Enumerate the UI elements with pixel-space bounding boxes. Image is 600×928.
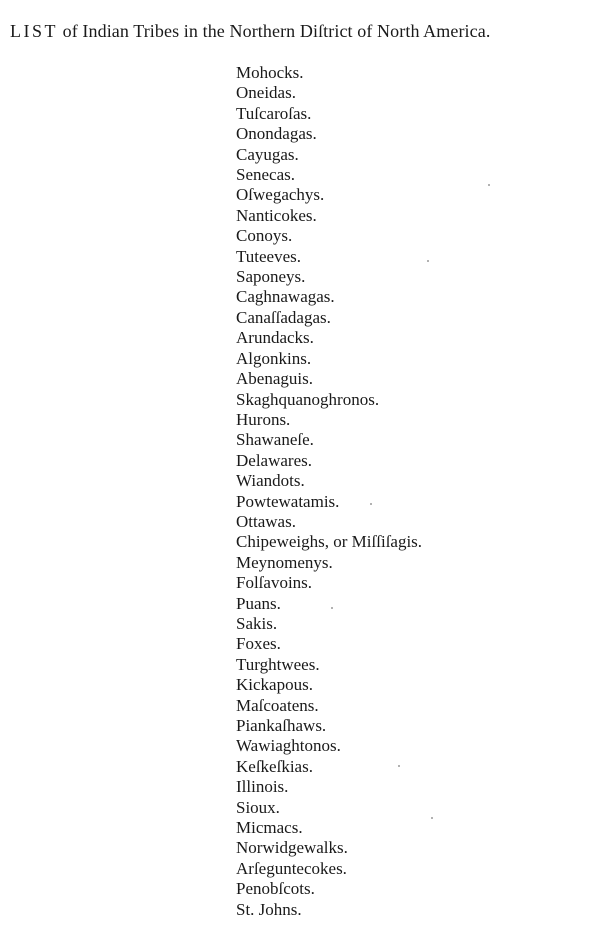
- tribe-list-item: Micmacs.: [236, 818, 303, 838]
- tribe-list-item: Delawares.: [236, 450, 312, 470]
- tribe-list-item: Meynomenys.: [236, 552, 333, 572]
- title-rest: of Indian Tribes in the Northern Diſtrict of North America.: [58, 21, 491, 41]
- tribe-list-item: Shawaneſe.: [236, 430, 314, 450]
- tribe-list-item: Puans.: [236, 593, 281, 613]
- tribe-list-item: Kickapous.: [236, 675, 313, 695]
- tribe-list-item: Senecas.: [236, 165, 296, 185]
- paper-speck: [370, 503, 372, 505]
- tribe-list-item: Tuteeves.: [236, 246, 302, 266]
- tribe-list-item: Wiandots.: [236, 471, 305, 491]
- tribe-list-item: Arſeguntecokes.: [236, 858, 347, 878]
- tribe-list-item: Ottawas.: [236, 511, 296, 531]
- tribe-list-item: Canaſſadagas.: [236, 307, 331, 327]
- paper-speck: [398, 765, 400, 767]
- paper-speck: [431, 817, 433, 819]
- tribe-list-item: Sioux.: [236, 797, 280, 817]
- tribe-list-item: Penobſcots.: [236, 879, 315, 899]
- tribe-list-item: Oſwegachys.: [236, 185, 325, 205]
- tribe-list-item: Arundacks.: [236, 328, 314, 348]
- page-title: [10, 20, 595, 42]
- tribe-list-item: Abenaguis.: [236, 369, 313, 389]
- tribe-list: [236, 63, 422, 920]
- tribe-list-item: Sakis.: [236, 613, 278, 633]
- tribe-list-item: Cayugas.: [236, 144, 299, 164]
- tribe-list-item: Oneidas.: [236, 83, 296, 103]
- tribe-list-item: Onondagas.: [236, 124, 317, 144]
- tribe-list-item: Norwidgewalks.: [236, 838, 348, 858]
- tribe-list-item: Caghnawagas.: [236, 287, 335, 307]
- tribe-list-item: Mohocks.: [236, 63, 304, 82]
- tribe-list-item: Keſkeſkias.: [236, 756, 313, 776]
- tribe-list-item: Wawiaghtonos.: [236, 736, 341, 756]
- tribe-list-item: Nanticokes.: [236, 205, 317, 225]
- tribe-list-item: Foxes.: [236, 634, 281, 654]
- tribe-list-item: Hurons.: [236, 409, 291, 429]
- paper-speck: [427, 260, 429, 262]
- tribe-list-item: Chipeweighs, or Miſſiſagis.: [236, 532, 423, 552]
- tribe-list-item: St. Johns.: [236, 899, 302, 919]
- tribe-list-item: Tuſcaroſas.: [236, 103, 312, 123]
- tribe-list-item: Turghtwees.: [236, 654, 320, 674]
- paper-speck: [488, 184, 490, 186]
- tribe-list-item: Saponeys.: [236, 267, 306, 287]
- tribe-list-item: Skaghquanoghronos.: [236, 389, 380, 409]
- tribe-list-item: Algonkins.: [236, 348, 312, 368]
- tribe-list-item: Conoys.: [236, 226, 293, 246]
- tribe-list-item: Maſcoatens.: [236, 695, 319, 715]
- paper-speck: [331, 607, 333, 609]
- tribe-list-item: Piankaſhaws.: [236, 716, 327, 735]
- tribe-list-item: Folſavoins.: [236, 573, 313, 593]
- title-lead-word: LIST: [10, 21, 58, 41]
- tribe-list-item: Illinois.: [236, 777, 289, 797]
- tribe-list-item: Powtewatamis.: [236, 491, 340, 511]
